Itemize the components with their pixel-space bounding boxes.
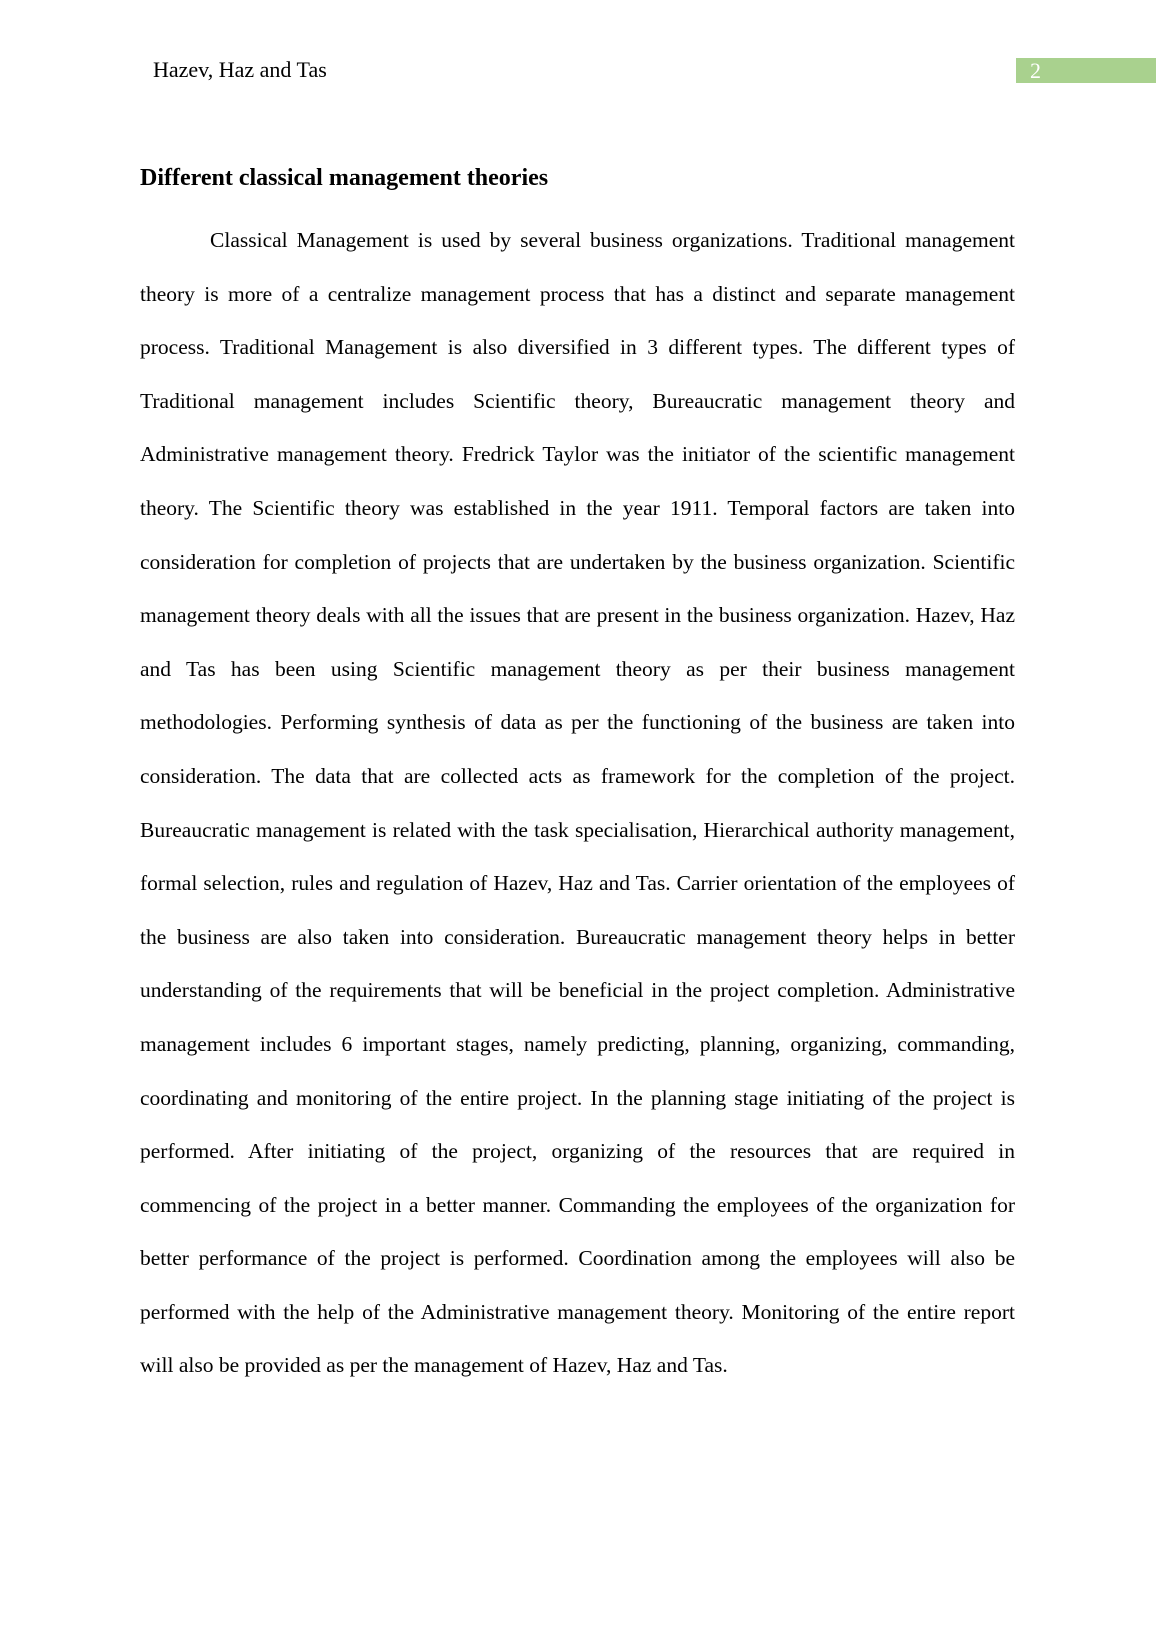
section-heading: Different classical management theories <box>140 165 549 191</box>
running-header-title: Hazev, Haz and Tas <box>153 57 327 82</box>
page-number: 2 <box>1016 58 1156 83</box>
body-paragraph: Classical Management is used by several business organizations. Traditional management theory is more of a centralize management process that has a distinct and separate management process. Traditional Management is also diversified in 3 different types. The different types of Traditional management includes Scientific theory, Bureaucratic management theory and Administrative management theory. Fredrick Taylor was the initiator of the scientific management theory. The Scientific theory was established in the year 1911. Temporal factors are taken into consideration for completion of projects that are undertaken by the business organization. Scientific management theory deals with all the issues that are present in the business organization. Hazev, Haz and Tas has been using Scientific management theory as per their business management methodologies. Performing synthesis of data as per the functioning of the business are taken into consideration. The data that are collected acts as framework for the completion of the project. Bureaucratic management is related with the task specialisation, Hierarchical authority management, formal selection, rules and regulation of Hazev, Haz and Tas. Carrier orientation of the employees of the business are also taken into consideration. Bureaucratic management theory helps in better understanding of the requirements that will be beneficial in the project completion. Administrative management includes 6 important stages, namely predicting, planning, organizing, commanding, coordinating and monitoring of the entire project. In the planning stage initiating of the project is performed. After initiating of the project, organizing of the resources that are required in commencing of the project in a better manner. Commanding the employees of the organization for better performance of the project is performed. Coordination among the employees will also be performed with the help of the Administrative management theory. Monitoring of the entire report will also be provided as per the management of Hazev, Haz and Tas. <box>140 228 1015 1378</box>
